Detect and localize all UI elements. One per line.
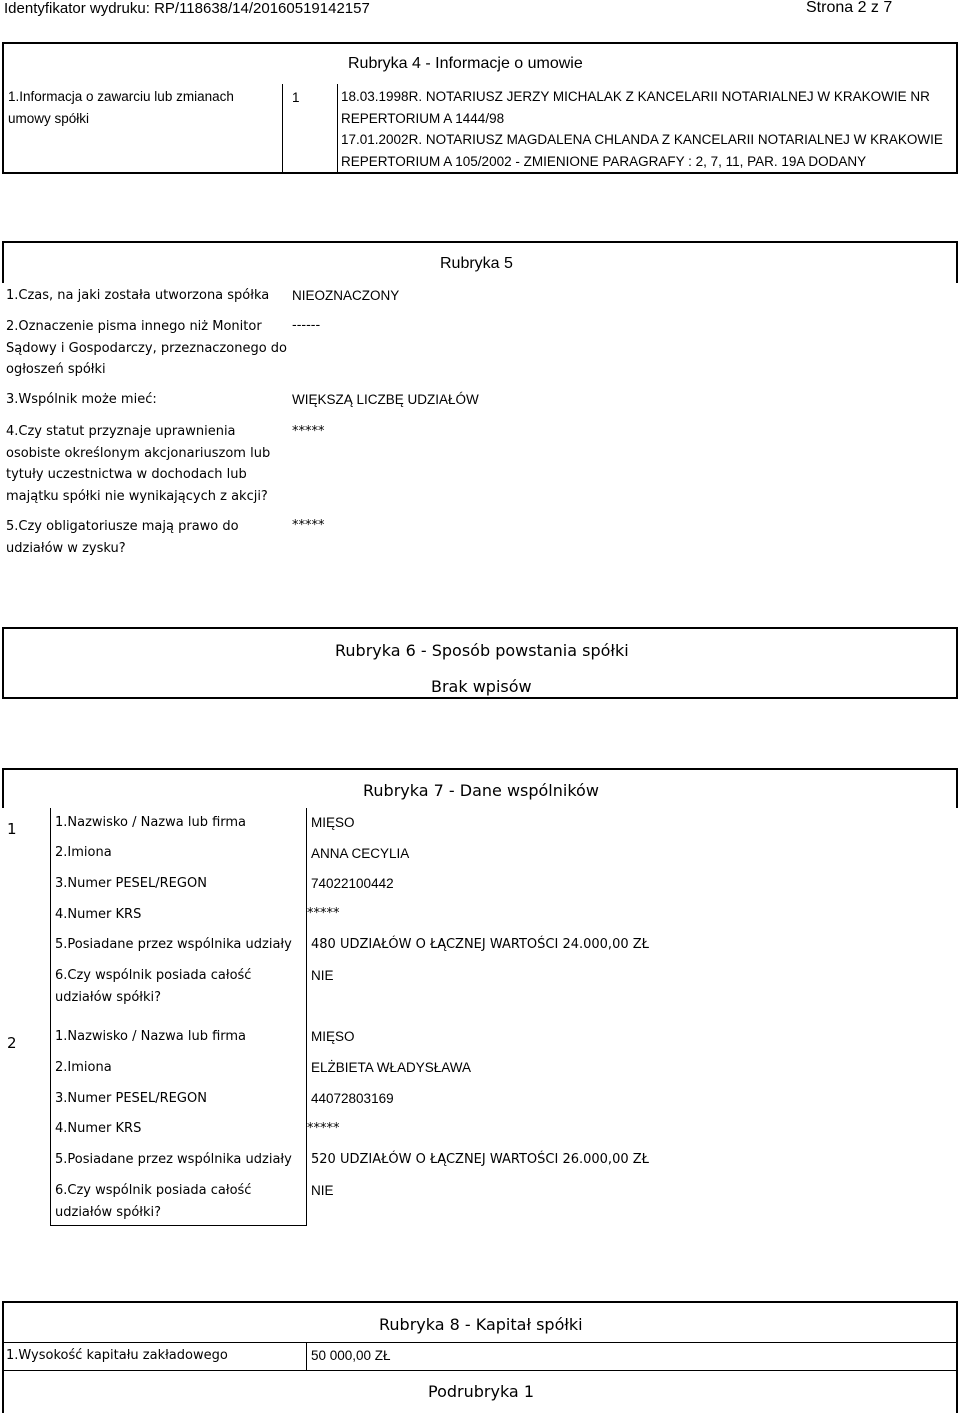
section-4-label bbox=[8, 86, 234, 129]
section-4-entries bbox=[341, 86, 943, 172]
partner-field-value: NIE bbox=[311, 968, 334, 983]
partner-field-label: 5.Posiadane przez wspólnika udziały bbox=[55, 937, 292, 952]
field-label-line: 2.Oznaczenie pisma innego niż Monitor bbox=[6, 319, 262, 334]
partner-field-value: NIE bbox=[311, 1183, 334, 1198]
partner-field-label: 1.Nazwisko / Nazwa lub firma bbox=[55, 815, 247, 830]
entry-line: REPERTORIUM A 1444/98 bbox=[341, 110, 505, 126]
partners-column-divider bbox=[50, 808, 51, 1226]
subsection-title: Podrubryka 1 bbox=[428, 1382, 534, 1401]
partner-field-label: 4.Numer KRS bbox=[55, 907, 142, 922]
capital-value: 50 000,00 ZŁ bbox=[311, 1348, 391, 1363]
field-label-line: 5.Czy obligatoriusze mają prawo do bbox=[6, 519, 239, 534]
section-5-left-edge bbox=[2, 241, 4, 283]
partner-number: 1 bbox=[7, 820, 17, 838]
page-number: Strona 2 z 7 bbox=[806, 0, 893, 16]
partner-field-label-line: udziałów spółki? bbox=[55, 1204, 162, 1220]
section-4-title: Rubryka 4 - Informacje o umowie bbox=[348, 55, 583, 72]
entry-line: 17.01.2002R. NOTARIUSZ MAGDALENA CHLANDA Z KANCELARII NOTARIALNEJ W KRAKOWIE bbox=[341, 132, 943, 147]
partner-field-label: 3.Numer PESEL/REGON bbox=[55, 1091, 207, 1106]
entry-line: 18.03.1998R. NOTARIUSZ JERZY MICHALAK Z KANCELARII NOTARIALNEJ W KRAKOWIE NR bbox=[341, 89, 930, 104]
section-8-row-bottom bbox=[2, 1370, 958, 1371]
partner-field-value: 74022100442 bbox=[311, 876, 394, 891]
partner-field-value: 44072803169 bbox=[311, 1091, 394, 1106]
section-6-title: Rubryka 6 - Sposób powstania spółki bbox=[335, 641, 629, 660]
partners-bottom-rule bbox=[50, 1225, 306, 1226]
field-label-line: osobiste określonym akcjonariuszom lub bbox=[6, 445, 271, 461]
section-4-divider bbox=[282, 84, 283, 174]
partner-field-label-line: udziałów spółki? bbox=[55, 989, 162, 1005]
partner-field-value: ELŻBIETA WŁADYSŁAWA bbox=[311, 1060, 472, 1075]
partner-field-value: ***** bbox=[307, 906, 340, 921]
partners-value-divider bbox=[306, 808, 307, 1226]
field-label bbox=[6, 516, 239, 559]
partner-field-label: 1.Nazwisko / Nazwa lub firma bbox=[55, 1029, 247, 1044]
partner-field-label: 2.Imiona bbox=[55, 1060, 112, 1075]
partner-field-label bbox=[55, 1180, 251, 1223]
field-label bbox=[6, 285, 269, 307]
partner-field-value: MIĘSO bbox=[311, 1029, 355, 1044]
field-label-line: udziałów w zysku? bbox=[6, 540, 126, 556]
field-value: ------ bbox=[292, 318, 321, 333]
field-value: NIEOZNACZONY bbox=[292, 288, 400, 303]
field-label-line: Sądowy i Gospodarczy, przeznaczonego do bbox=[6, 340, 287, 356]
section-4-label-line: 1.Informacja o zawarciu lub zmianach bbox=[8, 89, 234, 104]
partner-field-label: 5.Posiadane przez wspólnika udziały bbox=[55, 1152, 292, 1167]
field-label-line: tytuły uczestnictwa w dochodach lub bbox=[6, 467, 247, 482]
section-7-title: Rubryka 7 - Dane wspólników bbox=[363, 781, 599, 800]
partner-field-value: 520 UDZIAŁÓW O ŁĄCZNEJ WARTOŚCI 26.000,00 ZŁ bbox=[311, 1152, 649, 1167]
section-8-title: Rubryka 8 - Kapitał spółki bbox=[379, 1315, 583, 1334]
field-value: ***** bbox=[292, 424, 325, 439]
partner-field-label-line: 6.Czy wspólnik posiada całość bbox=[55, 1183, 252, 1198]
field-label-line: ogłoszeń spółki bbox=[6, 362, 106, 377]
field-value: WIĘKSZĄ LICZBĘ UDZIAŁÓW bbox=[292, 392, 479, 407]
partner-field-label: 3.Numer PESEL/REGON bbox=[55, 876, 207, 891]
field-value: ***** bbox=[292, 518, 325, 533]
partner-field-label-line: 6.Czy wspólnik posiada całość bbox=[55, 968, 252, 983]
section-4-divider bbox=[337, 84, 338, 174]
field-label-line: 4.Czy statut przyznaje uprawnienia bbox=[6, 424, 236, 439]
field-label bbox=[6, 316, 287, 381]
partner-field-label bbox=[55, 965, 251, 1008]
partner-field-value: 480 UDZIAŁÓW O ŁĄCZNEJ WARTOŚCI 24.000,00 ZŁ bbox=[311, 937, 649, 952]
field-label bbox=[6, 389, 157, 411]
field-label-line: majątku spółki nie wynikających z akcji? bbox=[6, 488, 268, 504]
partner-number: 2 bbox=[7, 1034, 17, 1052]
section-4-label-line: umowy spółki bbox=[8, 110, 90, 126]
field-label-line: 1.Czas, na jaki została utworzona spółka bbox=[6, 288, 270, 303]
partner-field-label: 2.Imiona bbox=[55, 845, 112, 860]
section-5-title: Rubryka 5 bbox=[440, 255, 513, 272]
print-identifier: Identyfikator wydruku: RP/118638/14/20160519142157 bbox=[4, 0, 370, 17]
entry-number: 1 bbox=[292, 90, 300, 105]
partner-field-value: ANNA CECYLIA bbox=[311, 846, 410, 861]
section-8-row-top bbox=[2, 1342, 958, 1343]
entry-line: REPERTORIUM A 105/2002 - ZMIENIONE PARAGRAFY : 2, 7, 11, PAR. 19A DODANY bbox=[341, 153, 867, 169]
field-label-line: 3.Wspólnik może mieć: bbox=[6, 392, 157, 407]
partner-field-value: MIĘSO bbox=[311, 815, 355, 830]
section-8-divider bbox=[306, 1342, 307, 1370]
section-6-empty-note: Brak wpisów bbox=[431, 677, 532, 696]
partner-field-value: ***** bbox=[307, 1121, 340, 1136]
capital-label: 1.Wysokość kapitału zakładowego bbox=[6, 1348, 228, 1363]
field-label bbox=[6, 421, 270, 507]
partner-field-label: 4.Numer KRS bbox=[55, 1121, 142, 1136]
